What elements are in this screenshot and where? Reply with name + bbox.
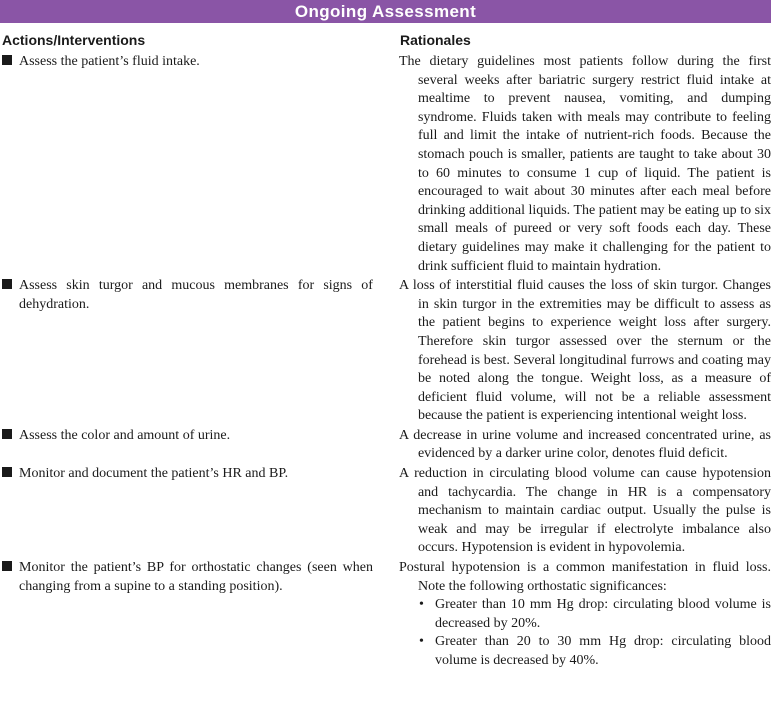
- rationale-cell: [399, 559, 771, 671]
- action-cell: [2, 559, 373, 671]
- action-cell: [2, 277, 373, 426]
- rationale-text: The dietary guidelines most patients follow during the first several weeks after bariatric surgery restrict fluid intake at mealtime to prevent nausea, vomiting, and dumping syndrome. Fluids taken with meals may contribute to feeling full and limit the intake of nutrient-rich foods. Because the stomach pouch is smaller, patients are taught to take about 30 to 60 minutes to consume 1 cup of liquid. The patient is encouraged to wait about 30 minutes after each meal before drinking additional liquids. The patient may be eating up to six small meals of pureed or very soft foods each day. These dietary guidelines may make it challenging for the patient to drink sufficient fluid to maintain hydration.: [398, 54, 771, 274]
- square-bullet-icon: [2, 467, 12, 477]
- assessment-row: [0, 53, 771, 276]
- square-bullet-icon: [2, 55, 12, 65]
- action-cell: [2, 465, 373, 558]
- action-text: Assess the color and amount of urine.: [19, 427, 231, 443]
- rationales-column-heading: Rationales: [400, 32, 471, 48]
- action-cell: [2, 53, 373, 276]
- actions-column-heading: Actions/Interventions: [2, 32, 146, 48]
- list-item: [418, 633, 771, 670]
- square-bullet-icon: [2, 561, 12, 571]
- rationale-text: A decrease in urine volume and increased concentrated urine, as evidenced by a darker urine color, denotes fluid deficit.: [398, 427, 771, 462]
- assessment-row: [0, 559, 771, 671]
- orthostatic-list: [418, 596, 771, 670]
- action-cell: [2, 427, 373, 464]
- assessment-row: [0, 465, 771, 558]
- section-banner: Ongoing Assessment: [0, 0, 771, 23]
- square-bullet-icon: [2, 279, 12, 289]
- list-item-text: Greater than 10 mm Hg drop: circulating blood volume is decreased by 20%.: [434, 597, 771, 631]
- assessment-row: [0, 277, 771, 426]
- assessment-table: [0, 53, 771, 673]
- action-text: Monitor and document the patient’s HR and BP.: [19, 466, 289, 482]
- rationale-text: A loss of interstitial fluid causes the loss of skin turgor. Changes in skin turgor in the extremities may be difficult to assess as the patient begins to experience weight loss after surgery. Therefore skin turgor assessed over the sternum or the forehead is best. Several longitudinal furrows and coating may be noted along the tongue. Weight loss, as a measure of deficient fluid volume, will not be a reliable assessment because the patient is experiencing intentional weight loss.: [398, 278, 771, 424]
- dot-bullet-icon: •: [418, 634, 424, 650]
- square-bullet-icon: [2, 429, 12, 439]
- list-item: [418, 596, 771, 633]
- action-text: Monitor the patient’s BP for orthostatic changes (seen when changing from a supine to a standing position).: [19, 560, 373, 594]
- rationale-text: Postural hypotension is a common manifestation in fluid loss. Note the following orthostatic significances:: [398, 560, 771, 594]
- list-item-text: Greater than 20 to 30 mm Hg drop: circulating blood volume is decreased by 40%.: [434, 634, 771, 668]
- rationale-text: A reduction in circulating blood volume can cause hypotension and tachycardia. The change in HR is a compensatory mechanism to maintain cardiac output. Usually the pulse is weak and may be irregular if electrolyte imbalance also occurs. Hypotension is evident in hypovolemia.: [398, 466, 771, 556]
- action-text: Assess skin turgor and mucous membranes for signs of dehydration.: [19, 278, 373, 312]
- dot-bullet-icon: •: [418, 597, 424, 613]
- action-text: Assess the patient’s fluid intake.: [19, 54, 200, 69]
- assessment-row: [0, 427, 771, 464]
